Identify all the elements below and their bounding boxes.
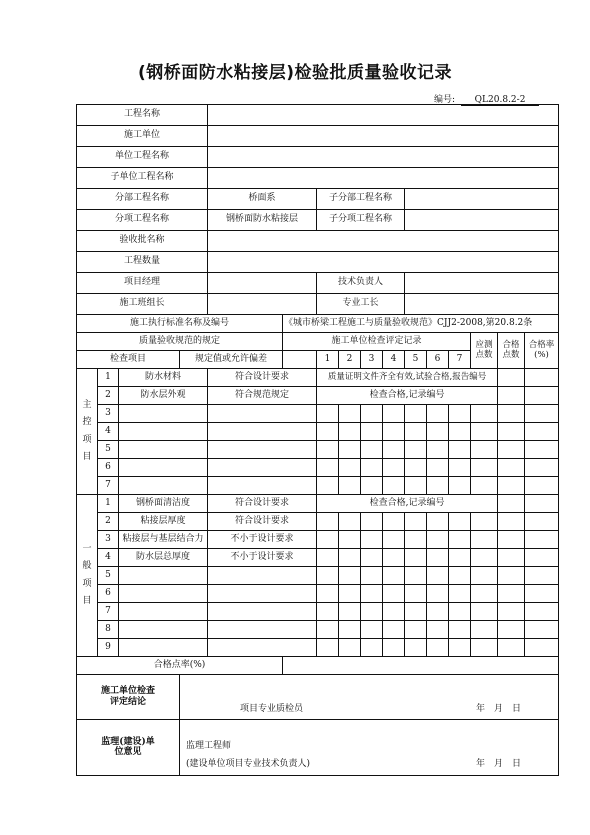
team-leader-value[interactable] [208,294,317,315]
check-cell[interactable] [361,621,383,639]
check-cell[interactable] [383,513,405,531]
item-requirement [208,459,317,477]
check-cell[interactable] [427,405,449,423]
item-number: 6 [98,459,119,477]
should-measure-cell[interactable] [498,567,525,585]
item-number: 8 [98,621,119,639]
sub-division-label: 子分部工程名称 [317,189,405,210]
supervision-label-text: 监理(建设)单位意见 [101,736,155,758]
item-name [119,423,208,441]
check-cell[interactable] [471,531,498,549]
check-cell[interactable] [449,639,471,657]
item-requirement: 不小于设计要求 [208,549,317,567]
check-cell[interactable] [449,513,471,531]
check-item-header: 检查项目 [77,351,180,369]
foreman-value[interactable] [405,294,559,315]
check-cell[interactable] [383,621,405,639]
tech-lead-value[interactable] [405,273,559,294]
check-cell[interactable] [317,603,339,621]
check-column-spacer [283,351,317,369]
should-measure-cell[interactable] [498,585,525,603]
unit-check-row-content[interactable] [180,675,559,720]
check-cell[interactable] [427,513,449,531]
check-cell[interactable] [449,585,471,603]
check-cell[interactable] [427,621,449,639]
item-name [119,405,208,423]
pass-points-cell[interactable] [525,369,559,387]
standard-label: 施工执行标准名称及编号 [77,315,283,333]
check-cell[interactable] [339,603,361,621]
general-row [77,513,559,531]
item-number: 7 [98,603,119,621]
code-value: QL20.8.2-2 [461,95,539,106]
check-column-3: 3 [361,351,383,369]
division-label: 分部工程名称 [77,189,208,210]
item-name [119,639,208,657]
check-cell[interactable] [317,477,339,495]
check-cell[interactable] [383,549,405,567]
check-cell[interactable] [361,531,383,549]
check-cell[interactable] [339,405,361,423]
item-name [119,567,208,585]
check-cell[interactable] [405,621,427,639]
supervision-label [77,720,180,776]
inspection-form-table [76,104,559,776]
item-requirement: 符合设计要求 [208,513,317,531]
check-cell[interactable] [405,459,427,477]
general-group-label [77,495,98,657]
check-cell[interactable] [383,567,405,585]
pass-rate-header: 合格率(%) [525,333,559,369]
allowed-header: 规定值或允许偏差 [180,351,283,369]
pass-points-cell[interactable] [525,585,559,603]
main-control-group-text: 主控项目 [82,400,92,462]
should-measure-cell[interactable] [498,423,525,441]
item-requirement: 符合设计要求 [208,495,317,513]
pass-points-cell[interactable] [525,495,559,513]
check-cell[interactable] [427,585,449,603]
supervisor-label: 监理工程师 [186,741,232,751]
check-column-2: 2 [339,351,361,369]
project-manager-label: 项目经理 [77,273,208,294]
check-cell[interactable] [405,405,427,423]
check-cell[interactable] [449,603,471,621]
check-cell[interactable] [361,585,383,603]
check-column-4: 4 [383,351,405,369]
check-cell[interactable] [361,603,383,621]
team-leader-label: 施工班组长 [77,294,208,315]
general-group-text: 一般项目 [82,544,92,606]
check-cell[interactable] [317,531,339,549]
pass-points-cell[interactable] [525,621,559,639]
item-name: 钢桥面清洁度 [119,495,208,513]
general-row [77,639,559,657]
check-record[interactable]: 检查合格,记录编号 [317,495,498,513]
project-name-value[interactable] [208,105,559,126]
pass-rate-row-value[interactable] [283,657,559,675]
check-cell[interactable] [471,423,498,441]
pass-rate-row-label: 合格点率(%) [77,657,283,675]
general-row [77,531,559,549]
check-column-5: 5 [405,351,427,369]
supervision-row [77,720,559,776]
check-cell[interactable] [427,603,449,621]
check-cell[interactable] [471,513,498,531]
pass-points-cell[interactable] [525,603,559,621]
general-row [77,567,559,585]
item-name: 防水层外观 [119,387,208,405]
general-row [77,585,559,603]
check-cell[interactable] [339,567,361,585]
check-cell[interactable] [405,513,427,531]
pass-points-cell[interactable] [525,639,559,657]
main-control-row [77,441,559,459]
unit-check-row [77,675,559,720]
should-measure-cell[interactable] [498,621,525,639]
check-cell[interactable] [471,477,498,495]
item-number: 2 [98,387,119,405]
check-cell[interactable] [361,423,383,441]
pass-points-cell[interactable] [525,387,559,405]
item-number: 7 [98,477,119,495]
item-name [119,441,208,459]
item-requirement: 符合规范规定 [208,387,317,405]
should-measure-cell[interactable] [498,495,525,513]
check-cell[interactable] [405,531,427,549]
item-number: 1 [98,369,119,387]
check-cell[interactable] [449,531,471,549]
code-label: 编号: [434,95,456,105]
item-requirement: 符合设计要求 [208,369,317,387]
check-cell[interactable] [317,405,339,423]
check-cell[interactable] [317,459,339,477]
item-number: 4 [98,423,119,441]
check-cell[interactable] [317,441,339,459]
check-cell[interactable] [317,639,339,657]
unit-check-date: 年 月 日 [476,704,522,714]
check-cell[interactable] [383,423,405,441]
check-cell[interactable] [383,441,405,459]
general-row [77,549,559,567]
check-cell[interactable] [449,423,471,441]
should-measure-cell[interactable] [498,477,525,495]
should-measure-cell[interactable] [498,639,525,657]
check-column-6: 6 [427,351,449,369]
check-cell[interactable] [427,441,449,459]
check-cell[interactable] [339,639,361,657]
check-cell[interactable] [339,423,361,441]
check-record[interactable]: 质量证明文件齐全有效,试验合格,报告编号 [317,369,498,387]
main-control-row [77,423,559,441]
check-cell[interactable] [317,513,339,531]
item-name: 粘接层厚度 [119,513,208,531]
division-value[interactable]: 桥面系 [208,189,317,210]
owner-tech-label: (建设单位项目专业技术负责人) [186,759,311,769]
check-cell[interactable] [317,423,339,441]
sub-item-project-value[interactable] [405,210,559,231]
general-row [77,621,559,639]
check-cell[interactable] [449,441,471,459]
main-control-row [77,477,559,495]
spec-header: 质量验收规范的规定 [77,333,283,351]
check-cell[interactable] [405,603,427,621]
sub-division-value[interactable] [405,189,559,210]
check-cell[interactable] [449,549,471,567]
check-cell[interactable] [383,585,405,603]
check-cell[interactable] [361,405,383,423]
check-cell[interactable] [427,639,449,657]
item-name [119,603,208,621]
item-requirement [208,423,317,441]
sub-unit-project-label: 子单位工程名称 [77,168,208,189]
check-cell[interactable] [361,513,383,531]
check-cell[interactable] [427,531,449,549]
pass-points-cell[interactable] [525,531,559,549]
construction-unit-value[interactable] [208,126,559,147]
item-requirement [208,441,317,459]
item-project-label: 分项工程名称 [77,210,208,231]
pass-points-cell[interactable] [525,459,559,477]
check-cell[interactable] [383,459,405,477]
item-number: 4 [98,549,119,567]
check-cell[interactable] [317,567,339,585]
item-name: 防水层总厚度 [119,549,208,567]
check-cell[interactable] [449,405,471,423]
unit-check-label-text: 施工单位检查评定结论 [100,686,155,707]
item-requirement: 不小于设计要求 [208,531,317,549]
check-cell[interactable] [317,621,339,639]
should-measure-cell[interactable] [498,405,525,423]
item-name [119,477,208,495]
project-name-label: 工程名称 [77,105,208,126]
item-requirement [208,585,317,603]
foreman-label: 专业工长 [317,294,405,315]
item-number: 3 [98,531,119,549]
check-cell[interactable] [427,567,449,585]
check-cell[interactable] [339,459,361,477]
check-cell[interactable] [383,405,405,423]
supervision-row-content[interactable] [180,720,559,776]
check-cell[interactable] [405,441,427,459]
should-measure-cell[interactable] [498,459,525,477]
check-cell[interactable] [449,459,471,477]
item-requirement [208,477,317,495]
pass-points-cell[interactable] [525,513,559,531]
check-cell[interactable] [383,531,405,549]
check-cell[interactable] [361,549,383,567]
project-manager-value[interactable] [208,273,317,294]
check-cell[interactable] [383,603,405,621]
check-record[interactable]: 检查合格,记录编号 [317,387,498,405]
check-cell[interactable] [449,567,471,585]
pass-points-cell[interactable] [525,567,559,585]
check-cell[interactable] [471,405,498,423]
item-name [119,459,208,477]
main-control-group-label [77,369,98,495]
check-cell[interactable] [361,567,383,585]
item-number: 1 [98,495,119,513]
main-control-row [77,459,559,477]
standard-value[interactable]: 《城市桥梁工程施工与质量验收规范》CJJ2-2008,第20.8.2条 [283,315,559,333]
check-cell[interactable] [361,441,383,459]
pass-points-cell[interactable] [525,477,559,495]
check-cell[interactable] [383,477,405,495]
check-cell[interactable] [383,639,405,657]
item-number: 5 [98,567,119,585]
main-control-row [77,369,559,387]
check-column-1: 1 [317,351,339,369]
check-cell[interactable] [361,459,383,477]
general-row [77,603,559,621]
check-cell[interactable] [405,639,427,657]
quantity-label: 工程数量 [77,252,208,273]
should-measure-cell[interactable] [498,441,525,459]
main-control-row [77,405,559,423]
construction-unit-label: 施工单位 [77,126,208,147]
check-cell[interactable] [471,603,498,621]
batch-name-label: 验收批名称 [77,231,208,252]
should-measure-cell[interactable] [498,387,525,405]
check-cell[interactable] [317,549,339,567]
main-control-row [77,387,559,405]
item-project-value[interactable]: 钢桥面防水粘接层 [208,210,317,231]
should-measure-header: 应测点数 [471,333,498,369]
item-name: 粘接层与基层结合力 [119,531,208,549]
should-measure-cell[interactable] [498,531,525,549]
check-cell[interactable] [471,549,498,567]
check-cell[interactable] [339,585,361,603]
check-cell[interactable] [449,621,471,639]
pass-points-cell[interactable] [525,423,559,441]
should-measure-cell[interactable] [498,603,525,621]
pass-points-cell[interactable] [525,441,559,459]
check-cell[interactable] [449,477,471,495]
pass-points-cell[interactable] [525,549,559,567]
pass-points-cell[interactable] [525,405,559,423]
unit-project-value[interactable] [208,147,559,168]
item-number: 3 [98,405,119,423]
check-cell[interactable] [405,549,427,567]
item-number: 9 [98,639,119,657]
check-cell[interactable] [405,423,427,441]
quantity-value[interactable] [208,252,559,273]
check-cell[interactable] [339,441,361,459]
item-requirement [208,567,317,585]
check-cell[interactable] [361,639,383,657]
unit-project-label: 单位工程名称 [77,147,208,168]
should-measure-cell[interactable] [498,549,525,567]
check-cell[interactable] [339,477,361,495]
check-cell[interactable] [471,585,498,603]
check-cell[interactable] [471,639,498,657]
check-cell[interactable] [405,567,427,585]
check-cell[interactable] [427,549,449,567]
item-number: 5 [98,441,119,459]
check-cell[interactable] [339,513,361,531]
item-number: 2 [98,513,119,531]
check-cell[interactable] [317,585,339,603]
batch-name-value[interactable] [208,231,559,252]
check-cell[interactable] [471,567,498,585]
should-measure-cell[interactable] [498,513,525,531]
check-cell[interactable] [427,423,449,441]
item-number: 6 [98,585,119,603]
check-cell[interactable] [471,441,498,459]
check-cell[interactable] [339,621,361,639]
check-cell[interactable] [427,477,449,495]
general-row [77,495,559,513]
check-header: 施工单位检查评定记录 [283,333,471,351]
should-measure-cell[interactable] [498,369,525,387]
item-requirement [208,603,317,621]
sub-unit-project-value[interactable] [208,168,559,189]
tech-lead-label: 技术负责人 [317,273,405,294]
unit-check-label [77,675,180,720]
sub-item-project-label: 子分项工程名称 [317,210,405,231]
check-cell[interactable] [405,585,427,603]
pass-points-header: 合格点数 [498,333,525,369]
item-requirement [208,621,317,639]
item-name [119,585,208,603]
check-column-7: 7 [449,351,471,369]
check-cell[interactable] [405,477,427,495]
item-name: 防水材料 [119,369,208,387]
check-cell[interactable] [361,477,383,495]
supervision-date: 年 月 日 [476,759,522,769]
quality-inspector-label: 项目专业质检员 [240,704,304,714]
check-cell[interactable] [427,459,449,477]
item-requirement [208,639,317,657]
item-name [119,621,208,639]
check-cell[interactable] [471,621,498,639]
check-cell[interactable] [339,549,361,567]
check-cell[interactable] [471,459,498,477]
page-title: (钢桥面防水粘接层)检验批质量验收记录 [137,63,453,83]
check-cell[interactable] [339,531,361,549]
item-requirement [208,405,317,423]
